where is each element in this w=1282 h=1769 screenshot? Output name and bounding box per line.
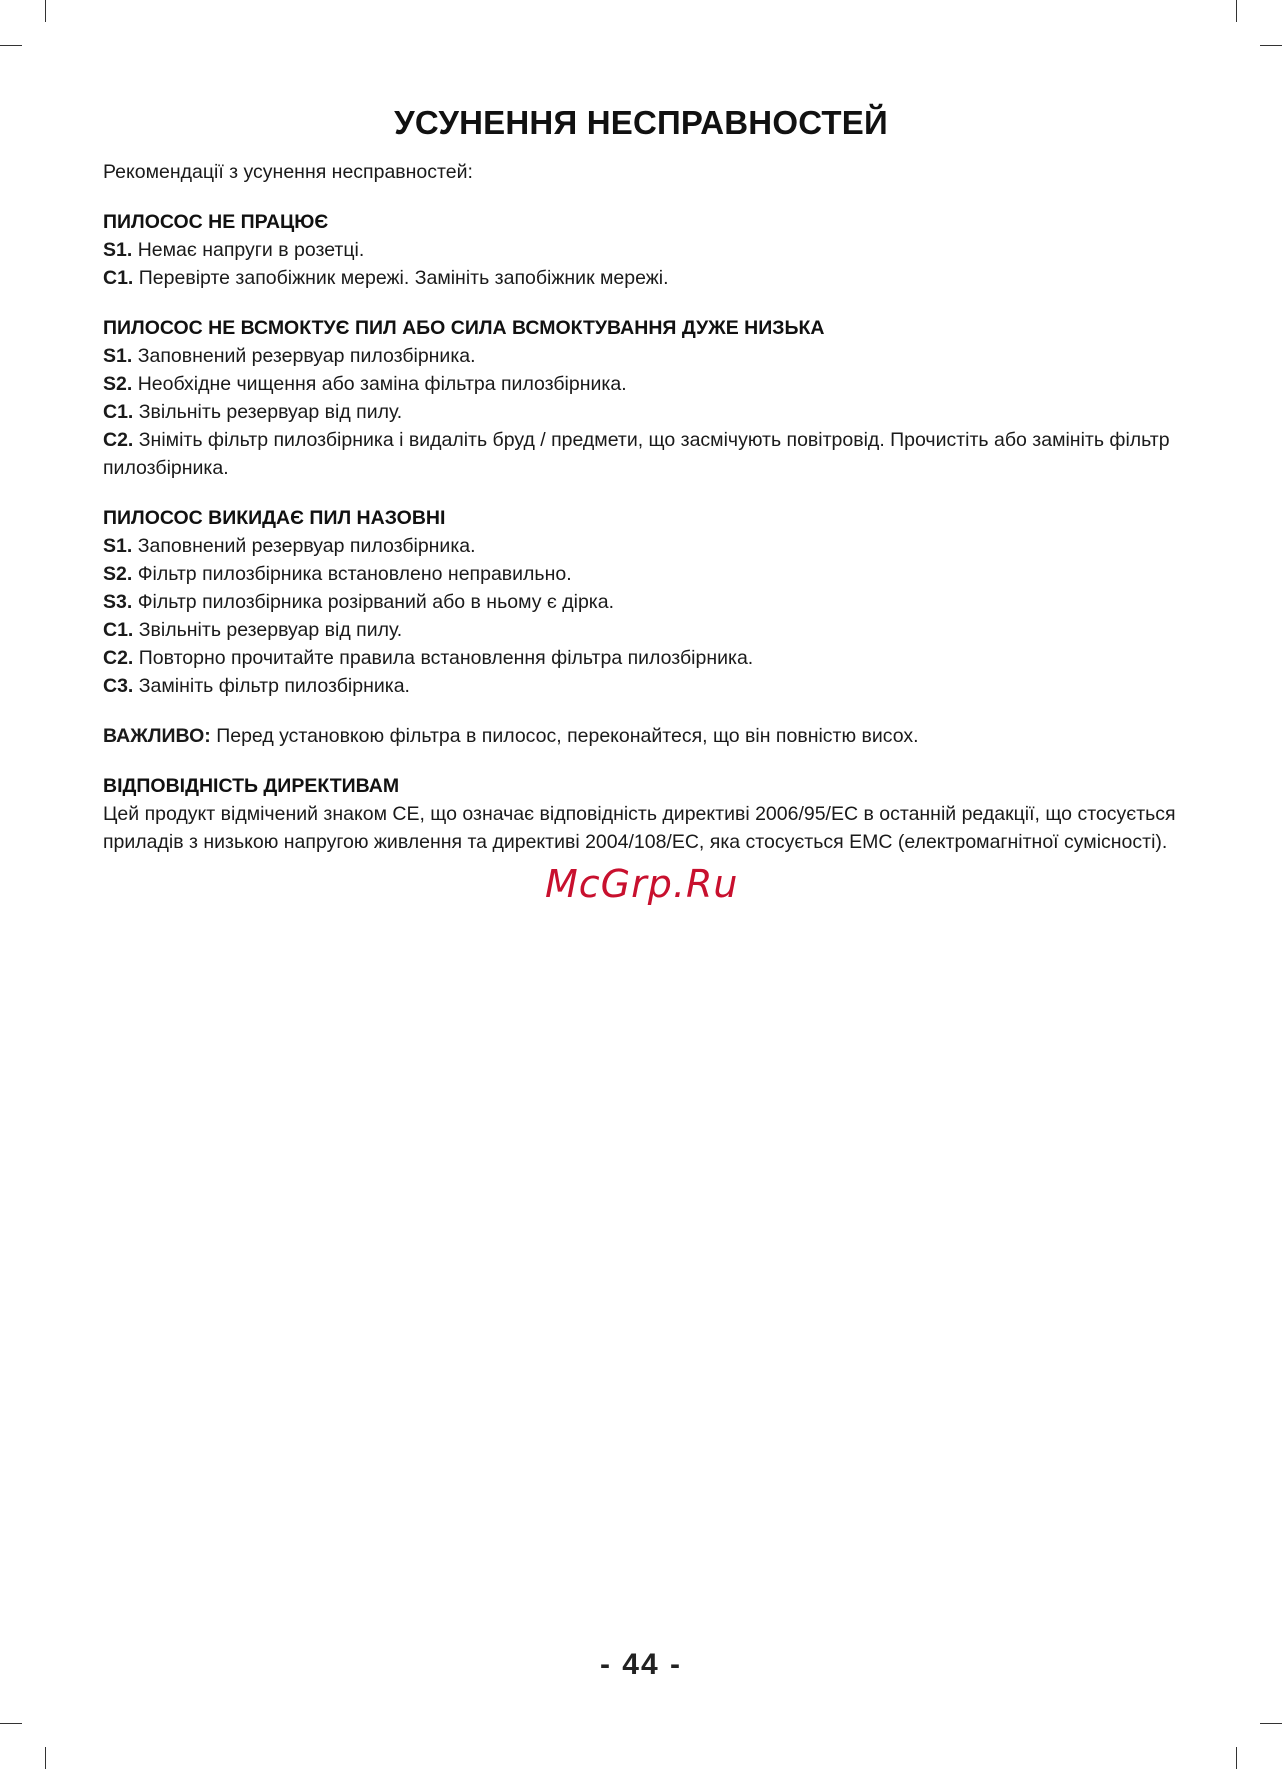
item-code: C1. [103,267,134,289]
item-text: Повторно прочитайте правила встановлення фільтра пилозбірника. [138,647,754,669]
item-text: Необхідне чищення або заміна фільтра пилозбірника. [137,373,627,395]
item-text: Звільніть резервуар від пилу. [138,401,403,423]
item-text: Немає напруги в розетці. [137,239,365,261]
section-heading: ПИЛОСОС ВИКИДАЄ ПИЛ НАЗОВНІ [103,507,446,529]
list-item [103,264,1193,292]
crop-mark [45,0,46,22]
crop-mark [1260,45,1282,46]
item-text: Фільтр пилозбірника розірваний або в ньому є дірка. [137,591,615,613]
item-text: Заповнений резервуар пилозбірника. [137,345,476,367]
document-body [103,158,1193,878]
crop-mark [0,45,22,46]
intro-text: Рекомендації з усунення несправностей: [103,161,473,183]
important-note [103,722,1193,750]
crop-mark [1236,0,1237,22]
troubleshoot-section [103,208,1193,292]
item-code: C3. [103,675,134,697]
item-code: S2. [103,563,133,585]
list-item [103,398,1193,426]
section-heading: ПИЛОСОС НЕ ПРАЦЮЄ [103,211,329,233]
list-item [103,426,1193,482]
item-text: Звільніть резервуар від пилу. [138,619,403,641]
item-code: C2. [103,429,134,451]
list-item [103,616,1193,644]
troubleshoot-section [103,314,1193,482]
important-label: ВАЖЛИВО: [103,725,211,747]
important-text: Перед установкою фільтра в пилосос, переконайтеся, що він повністю висох. [216,725,919,747]
item-code: S1. [103,535,133,557]
list-item [103,236,1193,264]
crop-mark [45,1747,46,1769]
list-item [103,532,1193,560]
crop-mark [1260,1723,1282,1724]
crop-mark [0,1723,22,1724]
list-item [103,342,1193,370]
item-text: Перевірте запобіжник мережі. Замініть запобіжник мережі. [138,267,669,289]
item-code: S1. [103,345,133,367]
section-heading: ВІДПОВІДНІСТЬ ДИРЕКТИВАМ [103,775,400,797]
list-item [103,644,1193,672]
item-code: C1. [103,619,134,641]
item-text: Фільтр пилозбірника встановлено неправильно. [137,563,572,585]
item-text: Зніміть фільтр пилозбірника і видаліть бруд / предмети, що засмічують повітровід. Прочистіть або замініть фільтр пилозбірника. [103,429,1170,479]
list-item [103,588,1193,616]
item-code: C1. [103,401,134,423]
item-code: C2. [103,647,134,669]
item-code: S3. [103,591,133,613]
page-number: - 44 - [599,1648,683,1681]
crop-mark [1236,1747,1237,1769]
compliance-text: Цей продукт відмічений знаком CE, що означає відповідність директиві 2006/95/EC в останній редакції, що стосується приладів з низькою напругою живлення та директиві 2004/108/EC, яка стосується EMC (електромагнітної сумісності). [103,803,1176,853]
compliance-section [103,772,1193,856]
list-item [103,370,1193,398]
list-item [103,560,1193,588]
item-code: S1. [103,239,133,261]
page-title: УСУНЕННЯ НЕСПРАВНОСТЕЙ [394,104,888,141]
troubleshoot-section [103,504,1193,700]
watermark: McGrp.Ru [545,862,739,906]
item-text: Замініть фільтр пилозбірника. [138,675,410,697]
section-heading: ПИЛОСОС НЕ ВСМОКТУЄ ПИЛ АБО СИЛА ВСМОКТУВАННЯ ДУЖЕ НИЗЬКА [103,317,825,339]
item-text: Заповнений резервуар пилозбірника. [137,535,476,557]
item-code: S2. [103,373,133,395]
list-item [103,672,1193,700]
